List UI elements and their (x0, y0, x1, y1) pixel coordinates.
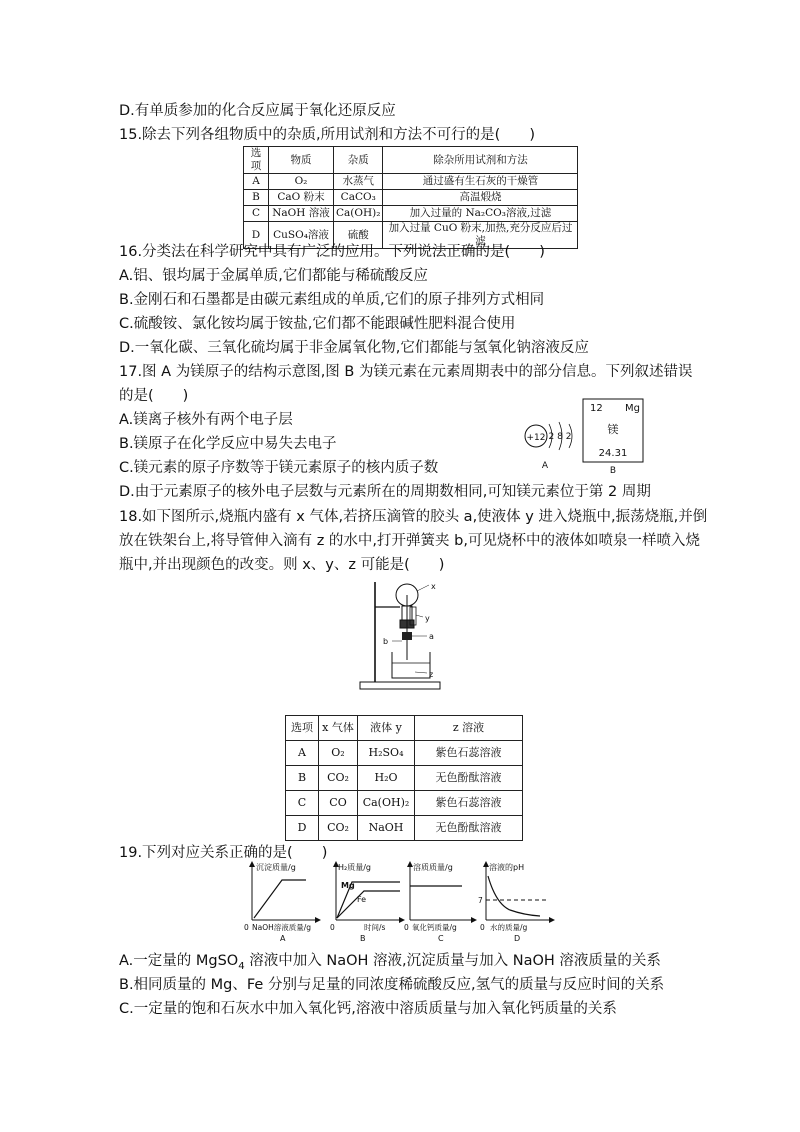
graph-c-xlabel: 氧化钙质量/g (412, 923, 457, 932)
graph-d-curve (488, 876, 540, 916)
periodic-table-cell (583, 399, 643, 476)
q17-option-b: B.镁原子在化学反应中易失去电子 (119, 436, 337, 452)
table-cell: H₂O (358, 766, 415, 791)
graph-b-ylabel: H₂质量/g (338, 863, 371, 872)
q19-option-a (119, 951, 661, 977)
q19a-subscript: 4 (238, 960, 245, 972)
q14-option-d: D.有单质参加的化合反应属于氧化还原反应 (119, 103, 396, 119)
figure-label-a: A (541, 461, 549, 471)
table-cell: H₂SO₄ (358, 741, 415, 766)
graph-a-letter: A (280, 934, 286, 943)
table-header: 除杂所用试剂和方法 (383, 147, 578, 174)
atom-structure-diagram (525, 422, 572, 471)
q18-stem-cont2: 瓶中,并出现颜色的改变。则 x、y、z 可能是( ) (119, 557, 445, 573)
q19-stem: 19.下列对应关系正确的是( ) (119, 845, 328, 861)
table-row (286, 766, 523, 791)
table-header: 杂质 (334, 147, 383, 174)
q19-option-b: B.相同质量的 Mg、Fe 分别与足量的同浓度稀硫酸反应,氢气的质量与反应时间的关系 (119, 977, 665, 993)
q17-option-a: A.镁离子核外有两个电子层 (119, 412, 293, 428)
graph-b-origin: 0 (330, 923, 335, 932)
graph-d-ylabel: 溶液的pH (489, 863, 525, 872)
q16-option-d: D.一氧化碳、三氧化硫均属于非金属氧化物,它们都能与氢氧化钠溶液反应 (119, 340, 589, 356)
table-cell: 紫色石蕊溶液 (415, 791, 523, 816)
graph-a-origin: 0 (244, 923, 249, 932)
atomic-mass: 24.31 (598, 448, 628, 459)
graph-c (404, 862, 476, 943)
q17-stem-cont: 的是( ) (119, 388, 189, 404)
table-cell: A (244, 174, 269, 190)
label-line-z (415, 672, 427, 673)
element-symbol: Mg (625, 403, 640, 414)
table-cell: 通过盛有生石灰的干燥管 (383, 174, 578, 190)
q15-table (243, 146, 578, 249)
graph-b-series-mg: Mg (341, 881, 355, 890)
graph-b (330, 862, 404, 943)
graph-b-letter: B (360, 934, 366, 943)
table-cell: D (286, 816, 319, 841)
graph-c-origin: 0 (404, 923, 409, 932)
table-cell: C (286, 791, 319, 816)
graph-a-curve (254, 880, 306, 918)
stand-base (360, 682, 440, 689)
graph-d-tick: 7 (478, 896, 483, 905)
table-cell: 紫色石蕊溶液 (415, 741, 523, 766)
table-cell: B (244, 190, 269, 206)
graph-c-ylabel: 溶质质量/g (413, 863, 453, 872)
magnesium-figure (515, 396, 655, 476)
q17-stem: 17.图 A 为镁原子的结构示意图,图 B 为镁元素在元素周期表中的部分信息。下列叙述错误 (119, 364, 693, 380)
q18-stem: 18.如下图所示,烧瓶内盛有 x 气体,若挤压滴管的胶头 a,使液体 y 进入烧瓶中,振荡烧瓶,并倒 (119, 509, 708, 525)
table-row (286, 791, 523, 816)
table-header: 物质 (269, 147, 334, 174)
table-cell: CaO 粉末 (269, 190, 334, 206)
beaker (392, 652, 430, 678)
graph-b-xlabel: 时间/s (364, 923, 386, 932)
q19a-text-2: 溶液中加入 NaOH 溶液,沉淀质量与加入 NaOH 溶液质量的关系 (244, 953, 661, 969)
label-y: y (425, 614, 430, 623)
table-cell: B (286, 766, 319, 791)
graph-a-ylabel: 沉淀质量/g (256, 863, 296, 872)
nucleus-charge: +12 (526, 433, 546, 443)
table-row (244, 174, 578, 190)
table-cell: Ca(OH)₂ (334, 206, 383, 222)
graph-b-series-fe: Fe (357, 895, 367, 904)
q18-table (285, 715, 523, 841)
atomic-number: 12 (590, 403, 603, 414)
table-header-row (286, 716, 523, 741)
table-cell: C (244, 206, 269, 222)
table-header: 选项 (286, 716, 319, 741)
graph-d-letter: D (514, 934, 521, 943)
table-row (286, 816, 523, 841)
graph-d-origin: 0 (480, 923, 485, 932)
table-header-row (244, 147, 578, 174)
table-cell: NaOH (358, 816, 415, 841)
table-cell: 加入过量 CuO 粉末,加热,充分反应后过滤 (383, 222, 578, 249)
q16-option-c: C.硫酸铵、氯化铵均属于铵盐,它们都不能跟碱性肥料混合使用 (119, 316, 516, 332)
label-z: z (429, 670, 434, 679)
q19-option-c: C.一定量的饱和石灰水中加入氧化钙,溶液中溶质质量与加入氧化钙质量的关系 (119, 1001, 617, 1017)
table-cell: 高温煅烧 (383, 190, 578, 206)
q19-graphs (240, 858, 560, 944)
q16-option-b: B.金刚石和石墨都是由碳元素组成的单质,它们的原子排列方式相同 (119, 292, 545, 308)
label-line-x (417, 585, 429, 591)
label-x: x (431, 582, 436, 591)
label-b: b (383, 637, 389, 646)
table-cell: 水蒸气 (334, 174, 383, 190)
table-cell: 无色酚酞溶液 (415, 816, 523, 841)
figure-label-b: B (609, 466, 617, 476)
table-cell: CO₂ (319, 766, 358, 791)
table-cell: NaOH 溶液 (269, 206, 334, 222)
spring-clip (402, 632, 412, 640)
table-cell: 无色酚酞溶液 (415, 766, 523, 791)
electron-counts: 2 8 2 (548, 432, 572, 442)
table-cell: O₂ (319, 741, 358, 766)
graph-c-letter: C (438, 934, 444, 943)
table-cell: CaCO₃ (334, 190, 383, 206)
q17-option-d: D.由于元素原子的核外电子层数与元素所在的周期数相同,可知镁元素位于第 2 周期 (119, 484, 651, 500)
table-cell: Ca(OH)₂ (358, 791, 415, 816)
table-cell: 加入过量的 Na₂CO₃溶液,过滤 (383, 206, 578, 222)
label-a: a (429, 632, 434, 641)
graph-d (478, 862, 554, 943)
label-line-y (416, 615, 423, 617)
q19a-text-1: A.一定量的 MgSO (119, 953, 239, 969)
table-cell: CuSO₄溶液 (269, 222, 334, 249)
table-header: 选项 (244, 147, 269, 174)
table-cell: O₂ (269, 174, 334, 190)
q18-stem-cont1: 放在铁架台上,将导管伸入滴有 z 的水中,打开弹簧夹 b,可见烧杯中的液体如喷泉一样喷入烧 (119, 533, 700, 549)
q16-option-a: A.铝、银均属于金属单质,它们都能与稀硫酸反应 (119, 268, 428, 284)
table-cell: D (244, 222, 269, 249)
table-cell: 硫酸 (334, 222, 383, 249)
graph-a (244, 862, 320, 943)
fountain-apparatus-diagram (355, 577, 455, 697)
q16-stem: 16.分类法在科学研究中具有广泛的应用。下列说法正确的是( ) (119, 244, 545, 260)
q15-stem: 15.除去下列各组物质中的杂质,所用试剂和方法不可行的是( ) (119, 127, 535, 143)
table-row (244, 190, 578, 206)
table-cell: CO₂ (319, 816, 358, 841)
element-name: 镁 (607, 423, 619, 436)
table-cell: A (286, 741, 319, 766)
graph-a-xlabel: NaOH溶液质量/g (252, 923, 312, 932)
table-header: x 气体 (319, 716, 358, 741)
table-cell: CO (319, 791, 358, 816)
table-row (244, 206, 578, 222)
graph-d-xlabel: 水的质量/g (490, 923, 528, 932)
table-header: 液体 y (358, 716, 415, 741)
q17-option-c: C.镁元素的原子序数等于镁元素原子的核内质子数 (119, 460, 439, 476)
table-header: z 溶液 (415, 716, 523, 741)
table-row (286, 741, 523, 766)
